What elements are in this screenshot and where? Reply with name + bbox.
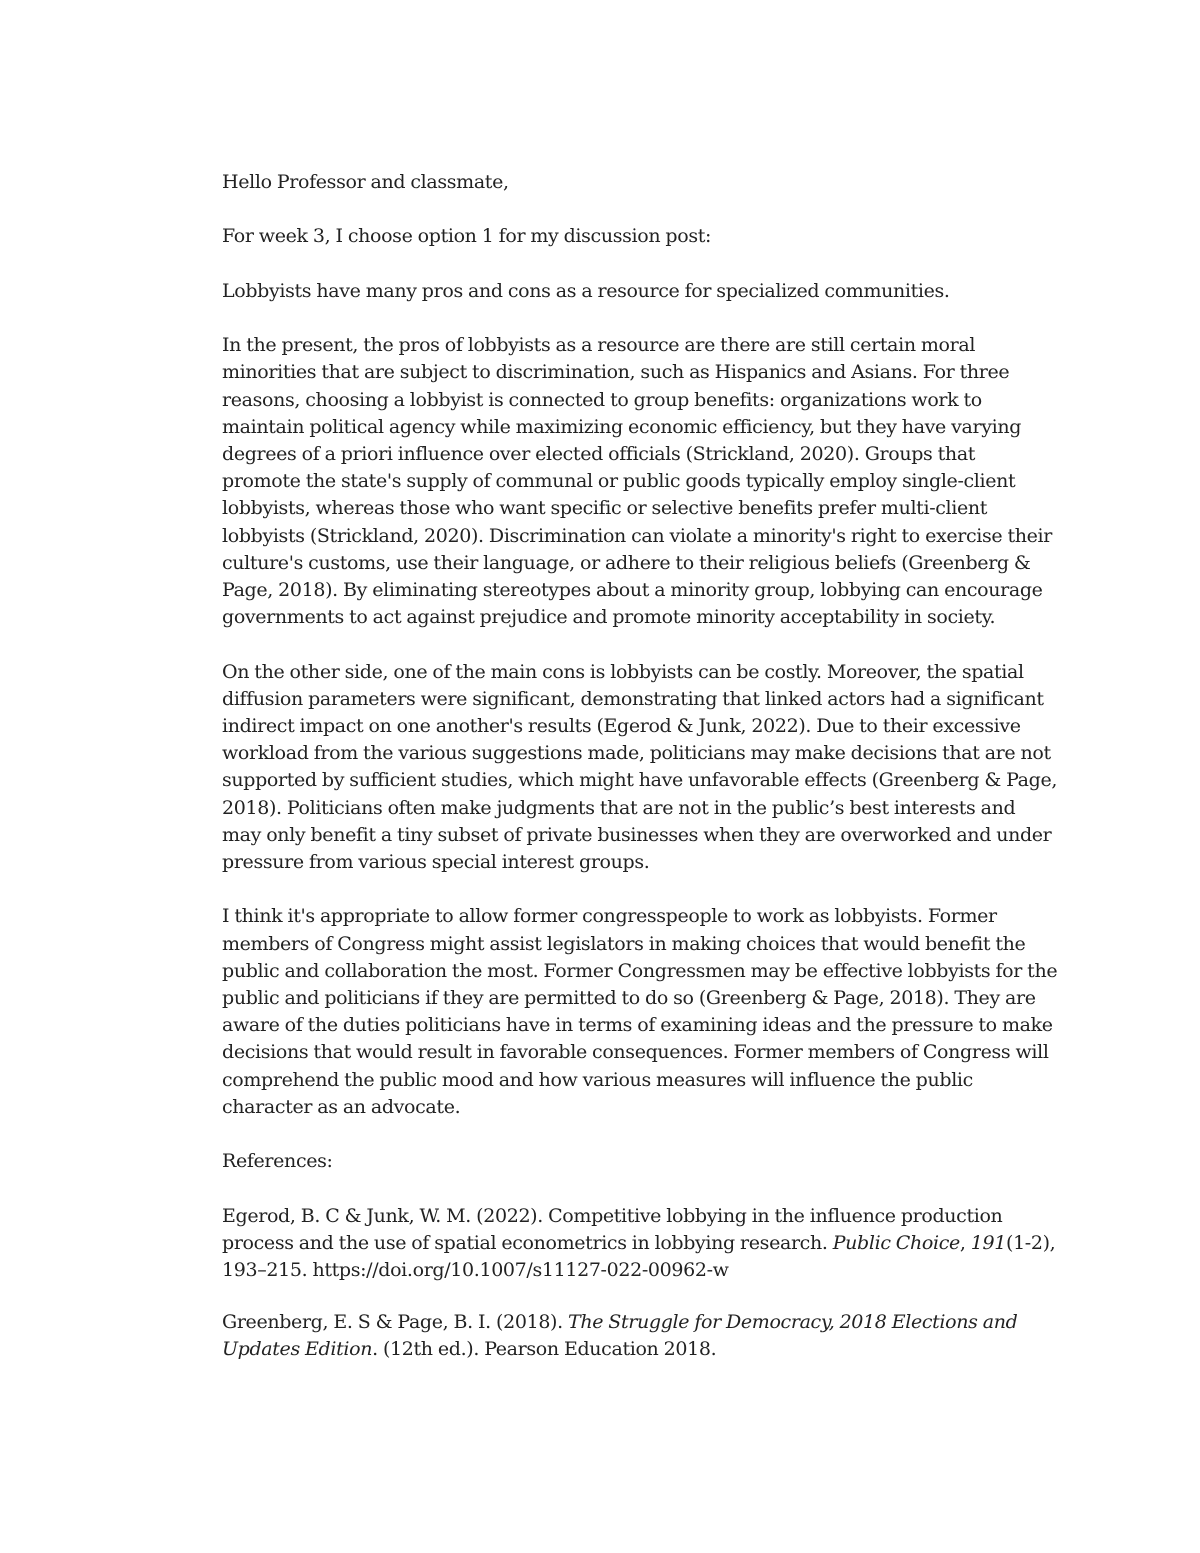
reference-volume: 191 <box>970 1231 1006 1254</box>
paragraph-cons: On the other side, one of the main cons is lobbyists can be costly. Moreover, the spatial diffusion parameters were significant, demonstrating that linked actors had a significant indirect impact on one another's results (Egerod & Junk, 2022). Due to their excessive workload from the various suggestions made, politicians may make decisions that are not supported by sufficient studies, which might have unfavorable effects (Greenberg & Page, 2018). Politicians often make judgments that are not in the public’s best interests and may only benefit a tiny subset of private businesses when they are overworked and under pressure from various special interest groups. <box>222 660 1058 874</box>
reference-journal: Public Choice <box>832 1231 960 1254</box>
reference-lead: Greenberg, E. S & Page, B. I. (2018). <box>222 1311 569 1334</box>
intro-line: For week 3, I choose option 1 for my discussion post: <box>222 225 712 248</box>
paragraph-opinion: I think it's appropriate to allow former congresspeople to work as lobbyists. Former members of Congress might assist legislators in making choices that would benefit the public and collaboration the most. Former Congressmen may be effective lobbyists for the public and politicians if they are permitted to do so (Greenberg & Page, 2018). They are aware of the duties politicians have in terms of examining ideas and the pressure to make decisions that would result in favorable consequences. Former members of Congress will comprehend the public mood and how various measures will influence the public character as an advocate. <box>222 905 1058 1118</box>
reference-egerod <box>222 1203 1058 1285</box>
reference-book-title: The Struggle for Democracy, 2018 Elections and Updates Edition <box>222 1311 1018 1361</box>
paragraph-pros: In the present, the pros of lobbyists as a resource are there are still certain moral minorities that are subject to discrimination, such as Hispanics and Asians. For three reasons, choosing a lobbyist is connected to group benefits: organizations work to maintain political agency while maximizing economic efficiency, but they have varying degrees of a priori influence over elected officials (Strickland, 2020). Groups that promote the state's supply of communal or public goods typically employ single-client lobbyists, whereas those who want specific or selective benefits prefer multi-client lobbyists (Strickland, 2020). Discrimination can violate a minority's right to exercise their culture's customs, use their language, or adhere to their religious beliefs (Greenberg & Page, 2018). By eliminating stereotypes about a minority group, lobbying can encourage governments to act against prejudice and promote minority acceptability in society. <box>222 334 1052 629</box>
references-heading: References: <box>222 1150 333 1173</box>
reference-tail: . (12th ed.). Pearson Education 2018. <box>372 1338 717 1361</box>
reference-lead: Egerod, B. C & Junk, W. M. (2022). Competitive lobbying in the influence production process and the use of spatial econometrics in lobbying research. <box>222 1204 1003 1254</box>
reference-greenberg <box>222 1309 1058 1363</box>
reference-tail: (1-2), 193–215. https://doi.org/10.1007/s11127-022-00962-w <box>222 1231 1056 1282</box>
thesis-statement: Lobbyists have many pros and cons as a resource for specialized communities. <box>222 279 950 302</box>
document-body <box>222 169 1058 1389</box>
greeting: Hello Professor and classmate, <box>222 171 509 193</box>
reference-separator: , <box>959 1231 971 1254</box>
